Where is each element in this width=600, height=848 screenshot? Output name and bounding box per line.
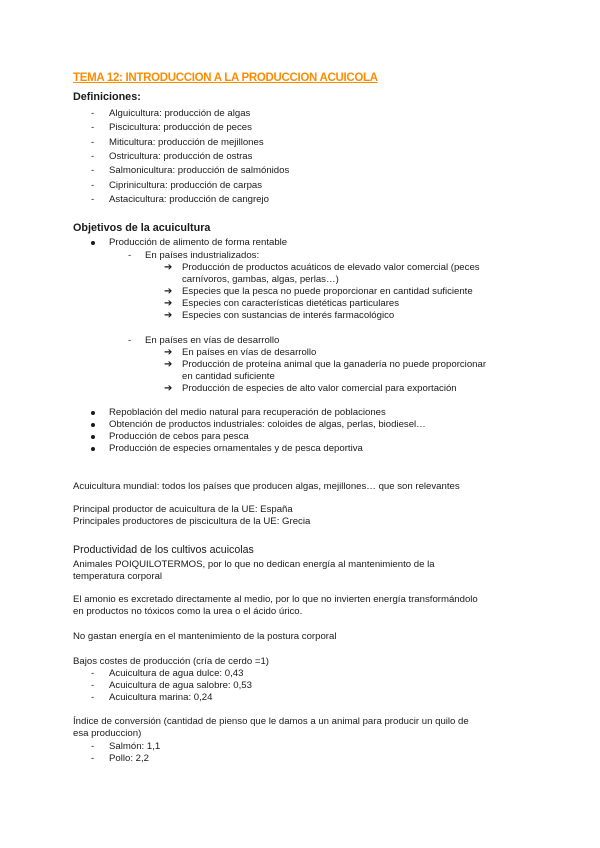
dash-bullet: -: [91, 151, 95, 162]
dash-bullet: -: [91, 137, 95, 148]
costes-item: Acuicultura de agua dulce: 0,43: [109, 668, 244, 679]
paragraph-amonio-cont: en productos no tóxicos como la urea o el ácido úrico.: [73, 606, 303, 617]
dash-bullet: -: [91, 180, 95, 191]
paragraph-ue-2: Principales productores de piscicultura de la UE: Grecia: [73, 516, 311, 527]
paragraph-amonio: El amonio es excretado directamente al medio, por lo que no invierten energía transformándolo: [73, 594, 478, 605]
arrow-item: Especies con características dietéticas particulares: [182, 298, 400, 309]
arrow-item: Producción de especies de alto valor comercial para exportación: [182, 383, 457, 394]
dash-bullet: -: [91, 741, 95, 752]
bullet-dot: [91, 435, 95, 439]
definition-item: Astacicultura: producción de cangrejo: [109, 194, 269, 205]
arrow-bullet-icon: ➔: [164, 286, 173, 297]
page-title: TEMA 12: INTRODUCCION A LA PRODUCCION ACUICOLA: [73, 72, 378, 84]
paragraph-mundial: Acuicultura mundial: todos los países que producen algas, mejillones… que son relevantes: [73, 481, 460, 492]
paragraph-costes: Bajos costes de producción (cría de cerdo =1): [73, 656, 269, 667]
bullet-dot: [91, 423, 95, 427]
definition-item: Miticultura: producción de mejillones: [109, 137, 264, 148]
definition-item: Piscicultura: producción de peces: [109, 122, 252, 133]
productividad-heading: Productividad de los cultivos acuicolas: [73, 544, 254, 556]
indice-item: Pollo: 2,2: [109, 753, 150, 764]
objetivos-heading: Objetivos de la acuicultura: [73, 222, 211, 234]
arrow-item: Producción de productos acuáticos de elevado valor comercial (peces: [182, 262, 480, 273]
definition-item: Ostricultura: producción de ostras: [109, 151, 253, 162]
objetivo-item: Repoblación del medio natural para recuperación de poblaciones: [109, 407, 386, 418]
dash-bullet: -: [91, 680, 95, 691]
paragraph-poiquilotermos-cont: temperatura corporal: [73, 571, 163, 582]
definiciones-heading: Definiciones:: [73, 91, 141, 103]
paragraph-indice: Índice de conversión (cantidad de pienso que le damos a un animal para producir un quilo de: [73, 716, 469, 727]
dash-bullet: -: [91, 692, 95, 703]
sub-heading-desarrollo: En países en vías de desarrollo: [145, 335, 280, 346]
paragraph-postura: No gastan energía en el mantenimiento de la postura corporal: [73, 631, 337, 642]
arrow-item-continuation: carnívoros, gambas, algas, perlas…): [182, 274, 339, 285]
arrow-item: Especies con sustancias de interés farmacológico: [182, 310, 395, 321]
dash-bullet: -: [91, 194, 95, 205]
arrow-bullet-icon: ➔: [164, 298, 173, 309]
paragraph-indice-cont: esa produccion): [73, 728, 142, 739]
paragraph-ue-1: Principal productor de acuicultura de la UE: España: [73, 504, 293, 515]
bullet-dot: [91, 241, 95, 245]
arrow-bullet-icon: ➔: [164, 310, 173, 321]
dash-bullet: -: [91, 165, 95, 176]
arrow-item: En países en vías de desarrollo: [182, 347, 317, 358]
dash-bullet: -: [91, 753, 95, 764]
objetivo-item: Producción de alimento de forma rentable: [109, 237, 288, 248]
arrow-bullet-icon: ➔: [164, 383, 173, 394]
definition-item: Ciprinicultura: producción de carpas: [109, 180, 263, 191]
arrow-item: Especies que la pesca no puede proporcionar en cantidad suficiente: [182, 286, 473, 297]
objetivo-item: Obtención de productos industriales: coloides de algas, perlas, biodiesel…: [109, 419, 426, 430]
dash-bullet: -: [91, 108, 95, 119]
definition-item: Alguicultura: producción de algas: [109, 108, 251, 119]
definition-item: Salmonicultura: producción de salmónidos: [109, 165, 290, 176]
arrow-bullet-icon: ➔: [164, 262, 173, 273]
bullet-dot: [91, 447, 95, 451]
paragraph-poiquilotermos: Animales POIQUILOTERMOS, por lo que no dedican energía al mantenimiento de la: [73, 559, 435, 570]
dash-bullet: -: [128, 335, 132, 346]
dash-bullet: -: [91, 122, 95, 133]
dash-bullet: -: [128, 250, 132, 261]
indice-item: Salmón: 1,1: [109, 741, 161, 752]
arrow-item: Producción de proteína animal que la ganadería no puede proporcionar: [182, 359, 487, 370]
arrow-bullet-icon: ➔: [164, 347, 173, 358]
objetivo-item: Producción de especies ornamentales y de pesca deportiva: [109, 443, 363, 454]
sub-heading-industrializados: En países industrializados:: [145, 250, 260, 261]
dash-bullet: -: [91, 668, 95, 679]
objetivo-item: Producción de cebos para pesca: [109, 431, 249, 442]
bullet-dot: [91, 411, 95, 415]
arrow-item-continuation: en cantidad suficiente: [182, 371, 275, 382]
costes-item: Acuicultura de agua salobre: 0,53: [109, 680, 252, 691]
costes-item: Acuicultura marina: 0,24: [109, 692, 213, 703]
arrow-bullet-icon: ➔: [164, 359, 173, 370]
